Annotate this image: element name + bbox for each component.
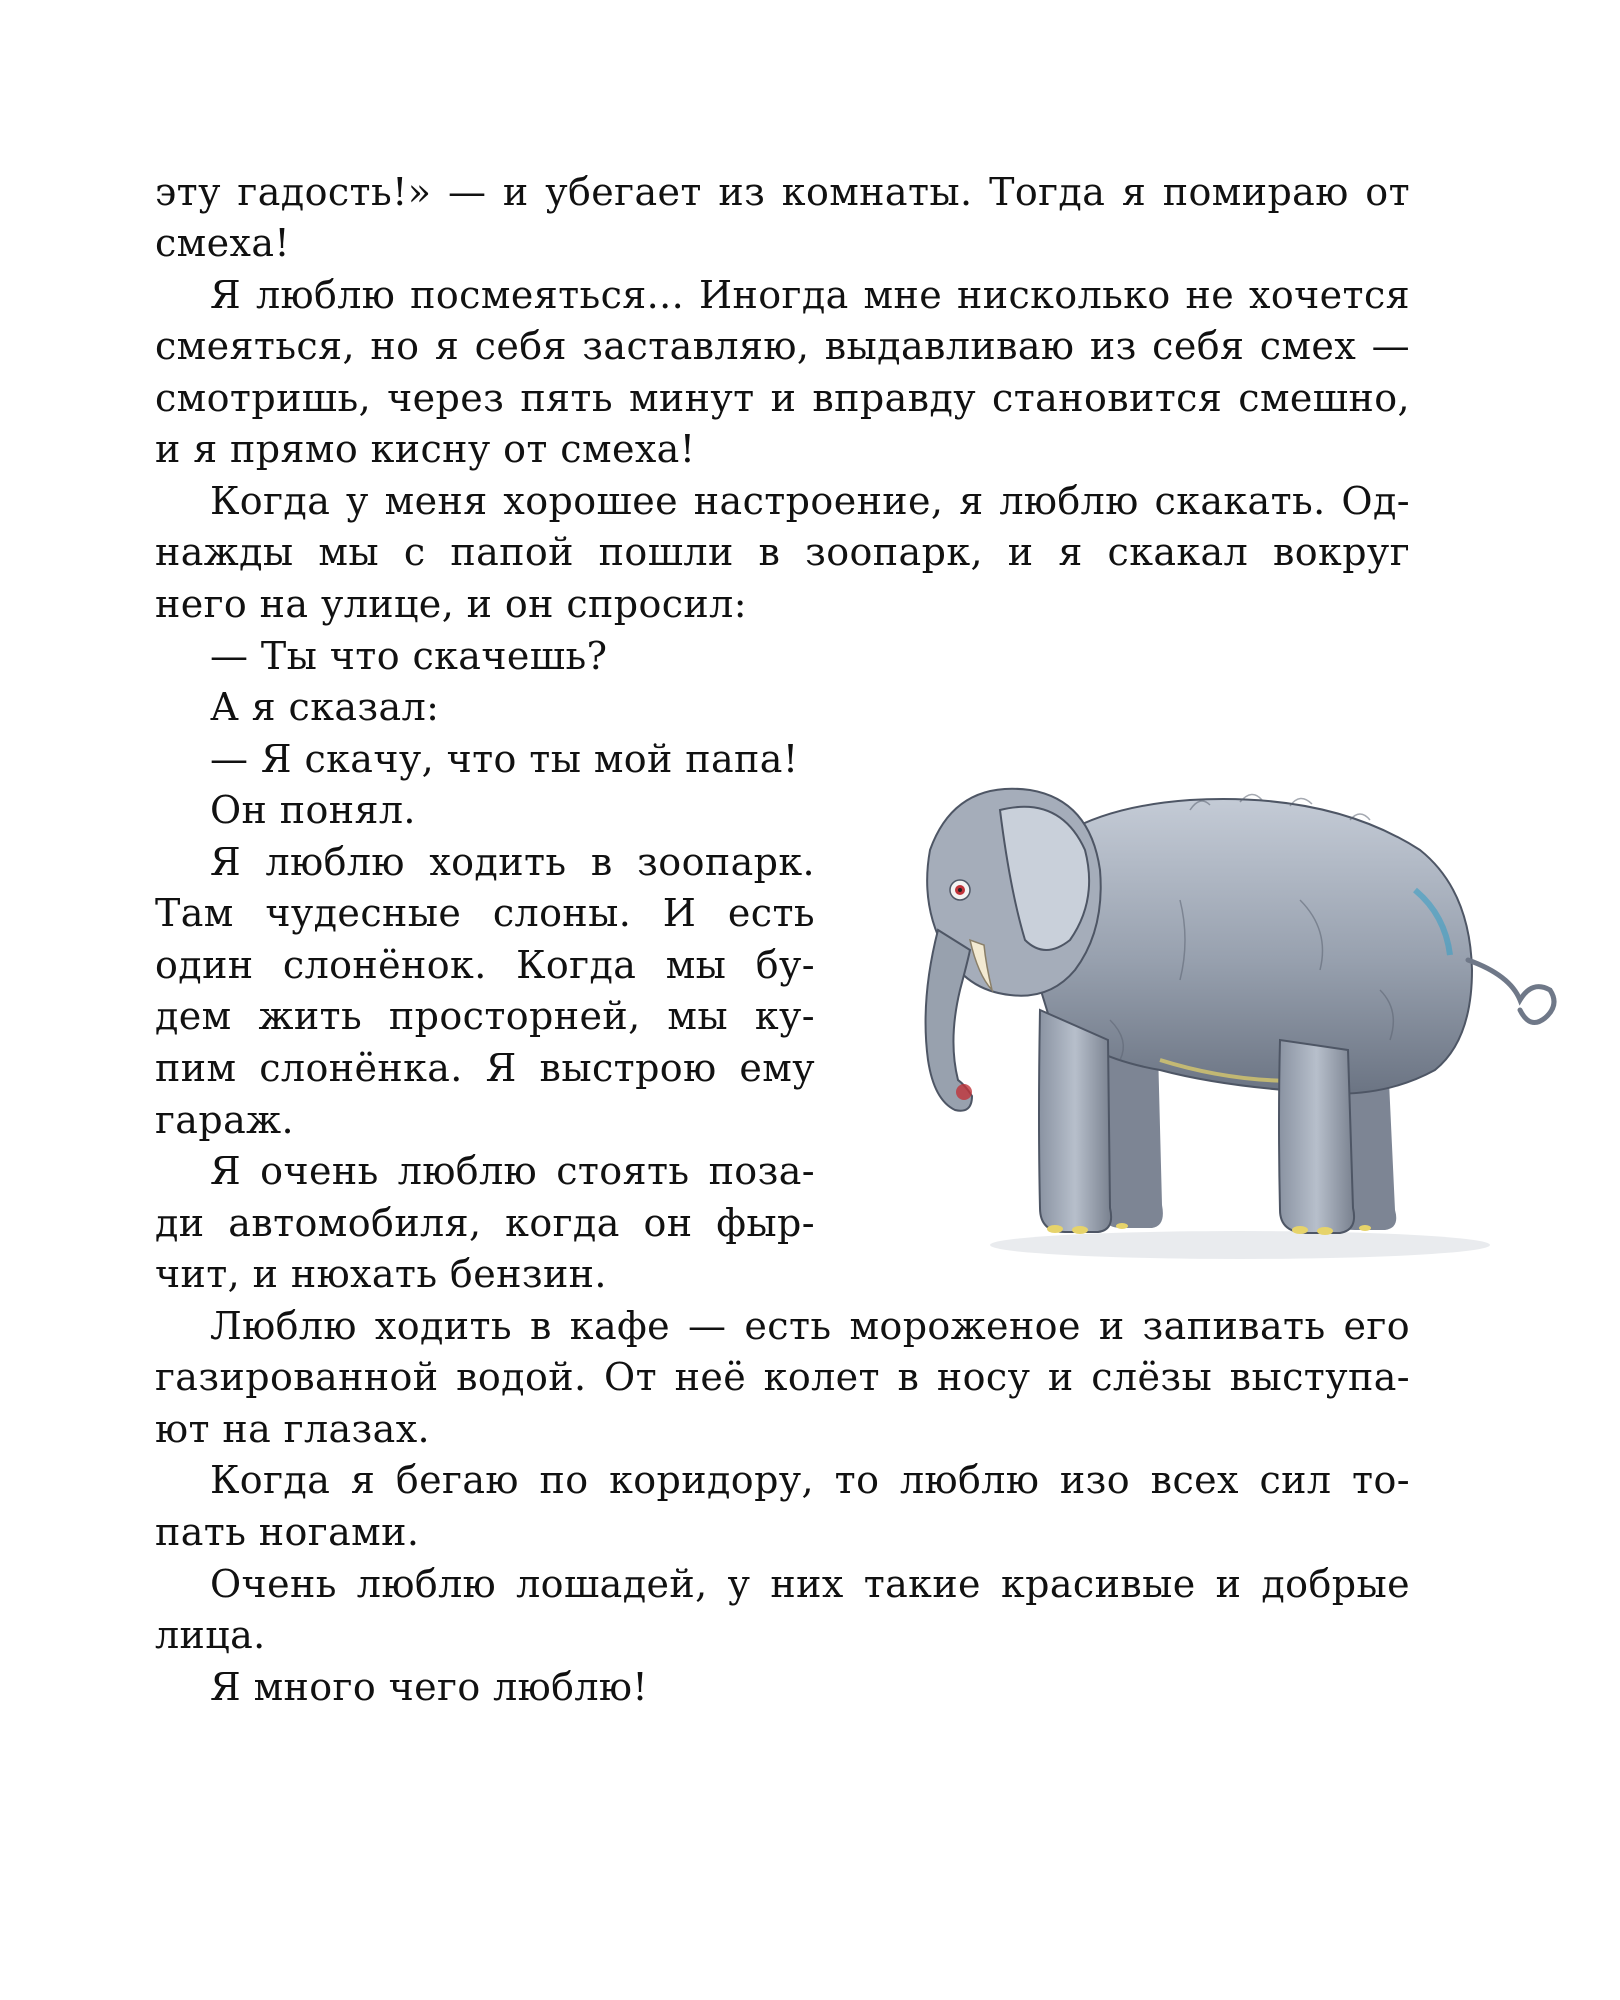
paragraph-first-line: Когда я бегаю по коридору, то люблю изо всех сил то-: [210, 1458, 1410, 1502]
text-line: смеяться, но я себя заставляю, выдавливаю из себя смех —: [155, 324, 1410, 368]
tail: [1468, 960, 1554, 1023]
back-near-leg: [1279, 1040, 1354, 1233]
paragraph-first-line: Я люблю посмеяться... Иногда мне нисколько не хочется: [210, 273, 1410, 317]
text-line: пим слонёнка. Я выстрою ему: [155, 1046, 815, 1090]
text-line: смотришь, через пять минут и вправду становится смешно,: [155, 376, 1410, 420]
paragraph-first-line: Я много чего люблю!: [210, 1665, 649, 1709]
trunk-tip: [956, 1084, 972, 1100]
text-line: ди автомобиля, когда он фыр-: [155, 1201, 815, 1245]
text-line: него на улице, и он спросил:: [155, 582, 747, 626]
text-line: смеха!: [155, 221, 291, 265]
dialogue-line: — Я скачу, что ты мой папа!: [210, 737, 799, 781]
text-line: и я прямо кисну от смеха!: [155, 427, 696, 471]
front-near-leg: [1039, 1010, 1111, 1232]
text-line: чит, и нюхать бензин.: [155, 1252, 607, 1296]
paragraph-first-line: Очень люблю лошадей, у них такие красивые и добрые: [210, 1562, 1410, 1606]
text-line: ют на глазах.: [155, 1407, 431, 1451]
text-line: один слонёнок. Когда мы бу-: [155, 943, 815, 987]
text-line: пать ногами.: [155, 1510, 420, 1554]
paragraph-first-line: Он понял.: [210, 788, 416, 832]
elephant-trunk: [926, 930, 972, 1111]
paragraph-first-line: А я сказал:: [210, 685, 440, 729]
text-line: газированной водой. От неё колет в носу и слёзы выступа-: [155, 1355, 1410, 1399]
ground-shadow: [990, 1231, 1490, 1259]
text-line: эту гадость!» — и убегает из комнаты. Тогда я помираю от: [155, 170, 1410, 214]
text-line: Там чудесные слоны. И есть: [155, 891, 815, 935]
text-line: нажды мы с папой пошли в зоопарк, и я скакал вокруг: [155, 530, 1410, 574]
text-line: гараж.: [155, 1098, 294, 1142]
elephant-calf-illustration: [860, 740, 1560, 1280]
paragraph-first-line: Когда у меня хорошее настроение, я люблю скакать. Од-: [210, 479, 1410, 523]
paragraph-first-line: Я очень люблю стоять поза-: [210, 1149, 815, 1193]
text-line: лица.: [155, 1613, 266, 1657]
text-line: дем жить просторней, мы ку-: [155, 994, 815, 1038]
dialogue-line: — Ты что скачешь?: [210, 634, 608, 678]
paragraph-first-line: Люблю ходить в кафе — есть мороженое и запивать его: [210, 1304, 1410, 1348]
paragraph-first-line: Я люблю ходить в зоопарк.: [210, 840, 815, 884]
